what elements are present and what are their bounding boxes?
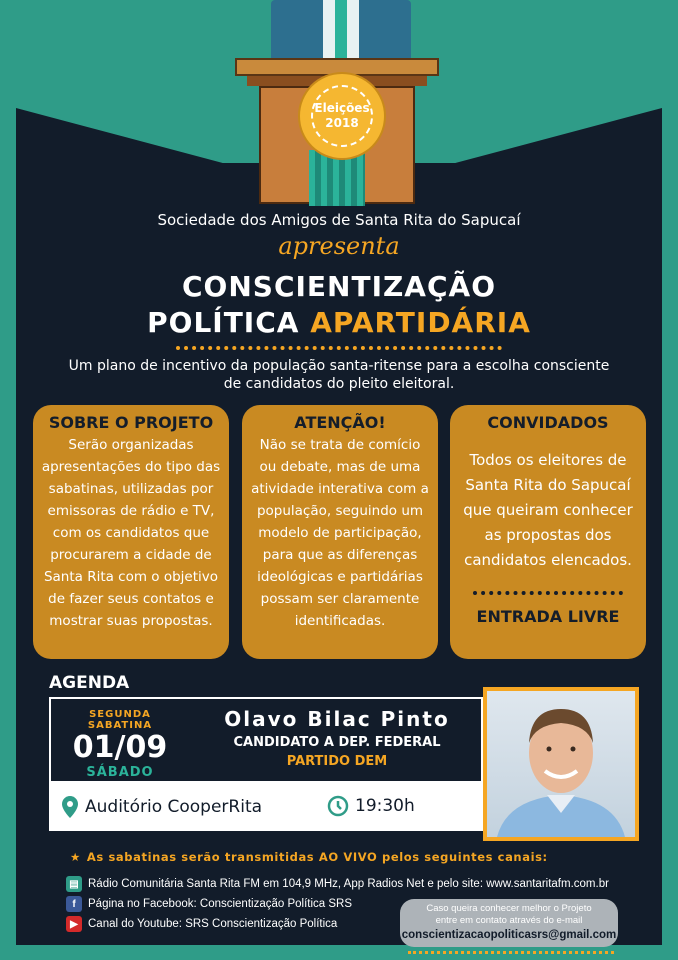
contact-line1: Caso queira conhecer melhor o Projeto [426,903,592,914]
channel-text: Rádio Comunitária Santa Rita FM em 104,9 MHz, App Radios Net e pelo site: www.santaritafm.com.br [88,878,609,890]
session-label: SEGUNDA SABATINA [87,709,153,731]
location-text: Auditório CooperRita [85,797,263,817]
presents-text: apresenta [278,232,400,260]
channel-radio [66,876,609,892]
broadcast-text: As sabatinas serão transmitidas AO VIVO pelos seguintes canais: [86,850,548,864]
free-entry: ENTRADA LIVRE [476,607,620,626]
title-politica: POLÍTICA [147,306,300,339]
event-weekday: SÁBADO [86,765,154,780]
date-block [55,709,185,780]
contact-email[interactable]: conscientizacaopoliticasrs@gmail.com [401,929,617,941]
candidate-role: CANDIDATO A DEP. FEDERAL [233,735,441,750]
candidate-party: PARTIDO DEM [286,754,388,769]
facebook-icon: f [66,896,82,912]
box-guests [450,405,646,659]
event-time [327,795,415,817]
box-title: SOBRE O PROJETO [48,413,214,432]
speaker-suit [271,0,411,62]
elections-badge [304,78,380,154]
title-apartidaria: APARTIDÁRIA [310,306,531,339]
box-title: CONVIDADOS [487,413,609,432]
badge-line2: 2018 [325,116,359,130]
box-attention [242,405,438,659]
podium-top [235,58,439,76]
box-text: Serão organizadas apresentações do tipo das sabatinas, utilizadas por emissoras de rádio e TV, com os candidatos que procurarem a cidade de Santa Rita com o objetivo de fazer seus contatos e mostrar suas propostas. [41,437,221,629]
title-line1: CONSCIENTIZAÇÃO [182,270,496,303]
event-date: 01/09 [72,730,168,765]
channel-youtube [66,916,337,932]
dotted-divider [176,346,502,350]
candidate-photo [483,687,639,841]
time-text: 19:30h [355,796,415,816]
title-line2 [0,306,678,339]
box-text: Todos os eleitores de Santa Rita do Sapucaí que queiram conhecer as propostas dos candidatos elencados. [463,451,633,569]
box-about-project [33,405,229,659]
radio-icon: ▤ [66,876,82,892]
star-icon: ★ [70,850,81,864]
broadcast-headline [70,850,548,864]
contact-line2: entre em contato através do e-mail [435,915,583,926]
agenda-label: AGENDA [49,673,130,693]
dotted-divider [408,951,614,954]
box-text: Não se trata de comício ou debate, mas de uma atividade interativa com a população, seguindo um modelo de participação, para que as diferenças ideológicas e partidárias possam ser claramente identificadas. [251,437,429,629]
subtitle: Um plano de incentivo da população santa-ritense para a escolha consciente de candidatos do pleito eleitoral. [68,358,610,392]
box-title: ATENÇÃO! [294,413,386,432]
channel-facebook [66,896,352,912]
channel-text: Página no Facebook: Conscientização Política SRS [88,898,353,910]
dotted-divider [473,591,623,595]
channel-text: Canal do Youtube: SRS Conscientização Política [88,918,338,930]
event-location [61,795,262,819]
youtube-icon: ▶ [66,916,82,932]
candidate-block [191,707,483,769]
location-pin-icon [61,795,79,819]
badge-line1: Eleições [314,101,370,115]
organization-name: Sociedade dos Amigos de Santa Rita do Sapucaí [157,211,521,229]
candidate-name: Olavo Bilac Pinto [224,707,450,731]
clock-icon [327,795,349,817]
event-details [49,783,483,831]
contact-box [400,899,618,947]
event-card [49,697,483,783]
